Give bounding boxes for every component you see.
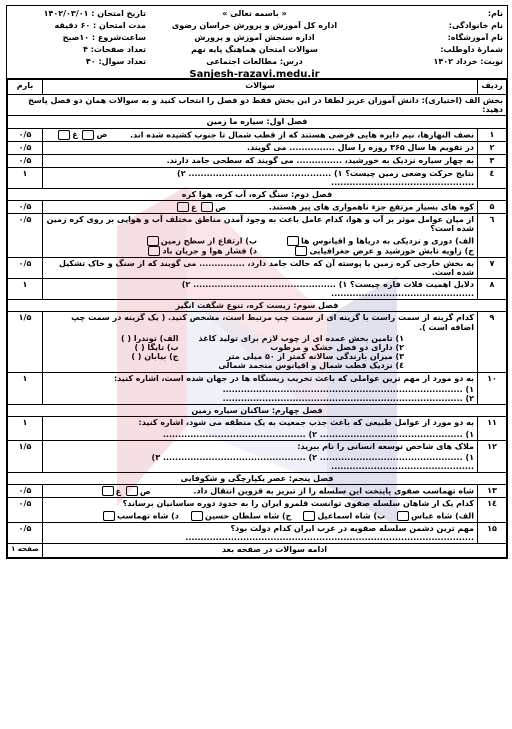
section-title: فصل دوم: سنگ کره، آب کره، هوا کره — [8, 188, 507, 200]
question-text — [43, 201, 478, 214]
option-a-label: الف) شاه عباس — [411, 511, 474, 521]
question-score: ۰/۵ — [8, 141, 43, 154]
option-d-checkbox[interactable] — [148, 246, 160, 256]
question-row — [8, 278, 507, 299]
option-b-label: ب) شاه اسماعیل — [317, 511, 386, 521]
session-label: نوبت: خرداد ۱۴۰۲ — [433, 57, 503, 66]
question-number: ۱۰ — [478, 372, 507, 405]
question-number: ۱۳ — [478, 485, 507, 498]
website: Sanjesh-razavi.medu.ir — [189, 69, 320, 80]
exam-duration: مدت امتحان : ۶۰ دقیقه — [54, 21, 146, 30]
true-checkbox[interactable] — [201, 202, 213, 212]
name-label: نام: — [487, 9, 503, 18]
question-text-content: شاه تهماسب صفوی پایتخت این سلسله را از تبریز به قزوین انتقال داد. — [193, 486, 474, 496]
exam-title-block — [150, 6, 359, 78]
matching-block — [46, 334, 474, 371]
exam-header — [7, 6, 507, 79]
question-text — [43, 372, 478, 405]
option-c — [189, 511, 292, 521]
option-a-checkbox[interactable] — [397, 511, 409, 521]
false-label: غ — [190, 202, 197, 212]
matching-right — [199, 334, 404, 371]
option-c-label: ج) شاه سلطان حسین — [204, 511, 292, 521]
option-d — [101, 511, 179, 521]
true-checkbox[interactable] — [82, 130, 94, 140]
question-number: ۱۵ — [478, 522, 507, 543]
matching-left — [121, 334, 179, 371]
option-d-label: د) فشار هوا و جریان باد — [162, 246, 257, 255]
question-score: ۰/۵ — [8, 485, 43, 498]
question-row — [8, 485, 507, 498]
match-answer[interactable]: ب) تایگا ( ) — [134, 343, 179, 352]
option-a-label: الف) دوری و نزدیکی به دریاها و اقیانوس ها — [301, 236, 474, 245]
false-label: غ — [72, 130, 78, 140]
question-text — [43, 128, 478, 141]
question-number: ۳ — [478, 154, 507, 167]
question-text-content: به دو مورد از مهم ترین عواملی که باعث تخریب زیستگاه ها در جهان شده است، اشاره کنید: — [113, 373, 474, 383]
question-text — [43, 485, 478, 498]
match-answer[interactable]: الف) توندرا ( ) — [120, 333, 179, 343]
option-b-label: ب) ارتفاع از سطح زمین — [160, 236, 257, 245]
question-text-content: کدام یک از شاهان سلسله صفوی توانست قلمرو ایران را به حدود دوره ساسانیان برساند؟ — [122, 499, 474, 509]
match-item: ۳) میزان بارندگی سالانه کمتر از ۵۰ میلی متر — [226, 352, 404, 362]
office-line-2: اداره سنجش آموزش و پرورش — [194, 33, 315, 42]
match-item: ۲) دارای دو فصل خشک و مرطوب — [270, 343, 404, 352]
question-text: دلایل اهمیت فلات قاره چیست؟ ۱) ............................................... ۲) ............................................... — [43, 278, 478, 299]
match-answer[interactable]: ج) بیابان ( ) — [131, 352, 179, 362]
false-label: غ — [115, 486, 122, 496]
option-b — [301, 511, 385, 521]
footer-row — [8, 544, 507, 558]
question-text — [43, 522, 478, 543]
question-row — [8, 128, 507, 141]
question-row — [8, 141, 507, 154]
questions-col-header: سوالات — [43, 80, 478, 95]
question-row — [8, 498, 507, 522]
answer-line[interactable]: ............................................................................................... — [185, 532, 474, 542]
answer-line[interactable]: ۱) ............................................... ۲) ............................................... — [162, 429, 474, 439]
family-label: نام خانوادگی: — [448, 21, 503, 30]
answer-line[interactable]: ۱) ............................................... ۲) ............................................... ۳) ............................................... — [151, 452, 474, 472]
question-score: ۰/۵ — [8, 201, 43, 214]
answer-line[interactable]: ۲) ............................................................................... — [222, 393, 474, 403]
option-d-label: د) شاه تهماسب — [116, 511, 179, 521]
exam-page — [6, 5, 508, 559]
option-d-checkbox[interactable] — [103, 511, 115, 521]
question-score: ۰/۵ — [8, 154, 43, 167]
question-text — [43, 214, 478, 257]
question-score: ۱ — [8, 372, 43, 405]
question-text-content: از میان عوامل موثر بر آب و هوا، کدام عامل باعث به وجود آمدن مناطق مختلف آب و هوایی بر روی کره زمین شده است؟ — [46, 215, 474, 234]
exam-date: تاریخ امتحان : ۱۴۰۲/۰۳/۰۱ — [43, 9, 146, 18]
true-false-choices — [100, 487, 151, 496]
section-row — [8, 116, 507, 128]
question-number: ۸ — [478, 278, 507, 299]
question-text-content: به دو مورد از عوامل طبیعی که باعث جذب جمعیت به یک منطقه می شود، اشاره کنید: — [138, 418, 474, 428]
question-number: ۹ — [478, 312, 507, 372]
question-number: ۱ — [478, 128, 507, 141]
option-a — [263, 236, 474, 246]
exam-title: سوالات امتحان هماهنگ پایه نهم — [191, 45, 318, 54]
question-number: ۲ — [478, 141, 507, 154]
section-title: فصل سوم: زیست کره، تنوع شگفت انگیز — [8, 300, 507, 312]
option-c-checkbox[interactable] — [295, 246, 307, 256]
question-row — [8, 312, 507, 372]
question-number: ۵ — [478, 201, 507, 214]
section-row — [8, 405, 507, 417]
question-score: ۱/۵ — [8, 312, 43, 372]
section-row — [8, 188, 507, 200]
question-number: ۷ — [478, 257, 507, 278]
question-score: ۰/۵ — [8, 257, 43, 278]
row-col-header: ردیف — [478, 80, 507, 95]
question-number: ۱۱ — [478, 417, 507, 440]
question-text — [43, 498, 478, 522]
true-label: ص — [96, 130, 108, 140]
student-info — [359, 6, 507, 78]
question-text-content: ملاک های شاخص توسعه انسانی را نام ببرید: — [297, 441, 474, 451]
question-text: در تقویم ها سال ۳۶۵ روزه را سال ............... می گویند. — [43, 141, 478, 154]
seat-label: شمارهٔ داوطلب: — [440, 45, 503, 54]
question-text — [43, 440, 478, 473]
question-text — [43, 417, 478, 440]
question-text: نتایج حرکت وضعی زمین چیست؟ ۱) ............................................... ۲) ............................................... — [43, 167, 478, 188]
instructions: بخش الف (اختیاری): دانش آموزان عزیز لطفا در این بخش فقط دو فصل را انتخاب کنید و به سوالات همان دو فصل پاسخ دهید: — [8, 95, 507, 116]
question-text-content: نصف النهارها، نیم دایره هایی فرضی هستند که از قطب شمال تا جنوب کشیده شده اند. — [130, 130, 474, 140]
question-text-content: مهم ترین دشمن سلسله صفویه در غرب ایران کدام دولت بود؟ — [230, 523, 474, 533]
question-score: ۰/۵ — [8, 522, 43, 543]
exam-start: ساعت‌شروع : ۱۰صبح — [62, 33, 146, 42]
question-text-content: کوه های بسیار مرتفع جزء ناهمواری های پیر هستند. — [268, 202, 474, 212]
section-row — [8, 300, 507, 312]
question-score: ۱ — [8, 417, 43, 440]
false-checkbox[interactable] — [102, 486, 114, 496]
question-row — [8, 214, 507, 257]
option-a — [395, 511, 474, 521]
table-header-row — [8, 80, 507, 95]
score-col-header: بارم — [8, 80, 43, 95]
option-c — [263, 246, 474, 256]
bismillah: « باسمه تعالی » — [222, 9, 287, 18]
option-c-label: ج) زاویه تابش خورشید و عرض جغرافیایی — [309, 246, 474, 255]
options-row — [46, 511, 474, 521]
option-a-checkbox[interactable] — [287, 236, 299, 246]
true-false-choices — [56, 130, 107, 139]
subject: درس: مطالعات اجتماعی — [206, 57, 303, 66]
continue-note: ادامه سوالات در صفحه بعد — [43, 544, 507, 558]
true-false-choices — [175, 203, 226, 212]
questions-table — [7, 79, 507, 558]
instructions-row — [8, 95, 507, 116]
option-b — [46, 236, 257, 246]
option-c-checkbox[interactable] — [191, 511, 203, 521]
match-item: ۱) تامین بخش عمده ای از چوب لازم برای تولید کاغذ — [198, 333, 404, 343]
section-title: فصل چهارم: ساکنان سیاره زمین — [8, 405, 507, 417]
options-grid — [46, 236, 474, 256]
school-label: نام آموزشگاه: — [447, 33, 503, 42]
option-d — [46, 246, 257, 256]
question-score: ۱ — [8, 167, 43, 188]
question-number: ٦ — [478, 214, 507, 257]
question-row — [8, 417, 507, 440]
false-checkbox[interactable] — [58, 130, 70, 140]
question-text — [43, 312, 478, 372]
true-label: ص — [139, 486, 151, 496]
office-line-1: اداره کل آموزش و پرورش خراسان رضوی — [171, 21, 338, 30]
question-row — [8, 154, 507, 167]
true-label: ص — [215, 202, 227, 212]
option-b-checkbox[interactable] — [147, 236, 159, 246]
question-row — [8, 372, 507, 405]
question-text: به چهار سیاره نزدیک به خورشید، ............... می گویند که سطحی جامد دارند. — [43, 154, 478, 167]
section-title: فصل پنجم: عصر یکپارچگی و شکوفایی — [8, 473, 507, 485]
page-number: صفحه ۱ — [8, 544, 43, 558]
section-row — [8, 473, 507, 485]
question-score: ۰/۵ — [8, 128, 43, 141]
question-count: تعداد سوال: ۴۰ — [85, 57, 146, 66]
match-item: ٤) نزدیک قطب شمال و اقیانوس منجمد شمالی — [218, 361, 404, 371]
question-score: ۰/۵ — [8, 498, 43, 522]
question-row — [8, 257, 507, 278]
question-number: ۱٤ — [478, 498, 507, 522]
option-b-checkbox[interactable] — [303, 511, 315, 521]
answer-line[interactable]: ۱) ............................................................................... — [222, 384, 474, 394]
question-row — [8, 522, 507, 543]
section-title: فصل اول: سیاره ما زمین — [8, 116, 507, 128]
question-number: ۱۲ — [478, 440, 507, 473]
true-checkbox[interactable] — [126, 486, 138, 496]
exam-info — [7, 6, 150, 78]
question-row — [8, 167, 507, 188]
question-score: ۱/۵ — [8, 440, 43, 473]
question-text-content: کدام گزینه از سمت راست با گزینه ای از سمت چپ مرتبط است، مشخص کنید. ( یک گزینه در سمت چپ اضافه است ). — [71, 313, 474, 332]
question-text: به بخش خارجی کره زمین یا پوسته آن که حالت جامد دارد، ............... می گویند که از سنگ و خاک تشکیل شده است. — [43, 257, 478, 278]
question-row — [8, 440, 507, 473]
false-checkbox[interactable] — [177, 202, 189, 212]
page-count: تعداد صفحات: ۴ — [83, 45, 146, 54]
question-row — [8, 201, 507, 214]
question-score: ۰/۵ — [8, 214, 43, 257]
question-number: ٤ — [478, 167, 507, 188]
question-score: ۱ — [8, 278, 43, 299]
